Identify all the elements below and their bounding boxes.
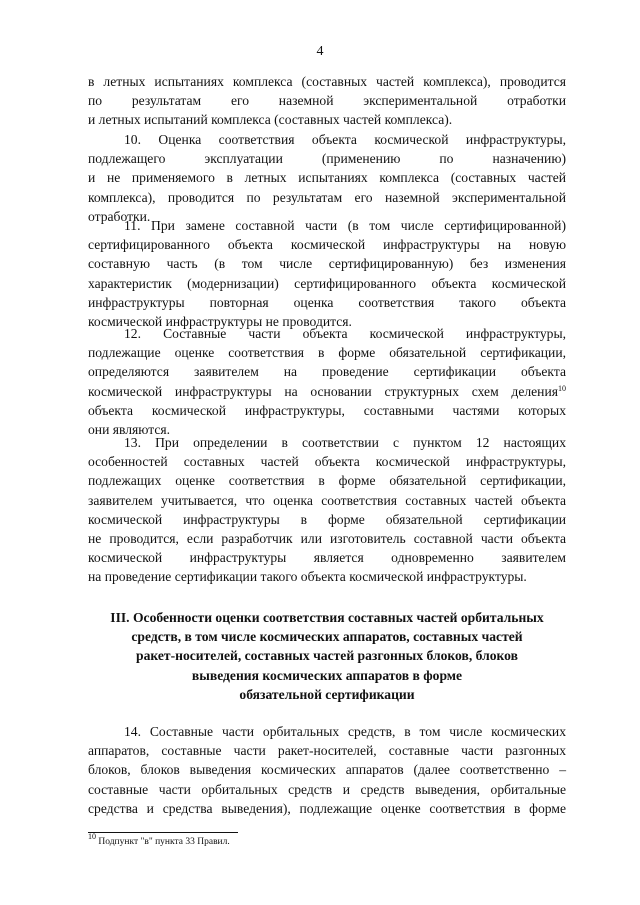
heading-line: III. Особенности оценки соответствия составных частей орбитальных <box>110 610 544 625</box>
section-heading <box>80 608 574 704</box>
heading-line: выведения космических аппаратов в форме <box>191 667 463 683</box>
heading-line: обязательной сертификации <box>239 686 415 702</box>
text-line: составные части орбитальных средств и средств выведения, орбитальные <box>88 781 566 797</box>
text-line: 11. При замене составной части (в том числе сертифицированной) <box>124 218 566 233</box>
paragraph-13 <box>88 433 566 587</box>
text-line: заявителем учитывается, что оценка соответствия составных частей объекта <box>88 492 566 508</box>
text-line: на проведение сертификации такого объекта космической инфраструктуры. <box>88 569 527 585</box>
text-line: подлежащие оценке соответствия в форме обязательной сертификации, <box>88 345 566 361</box>
text-line: подлежащих оценке соответствия в форме обязательной сертификации, <box>88 473 566 489</box>
heading-line: ракет-носителей, составных частей разгонных блоков, блоков <box>136 648 518 664</box>
footnote-divider <box>88 832 238 833</box>
text-line: объекта космической инфраструктуры, составными частями которых <box>88 402 566 418</box>
text-line: комплекса), проводится по результатам его наземной экспериментальной <box>88 189 566 205</box>
text-line: составную часть (в том числе сертифицированную) без изменения <box>88 256 566 272</box>
text-line-with-footnote <box>88 382 566 401</box>
footnote <box>88 832 230 848</box>
text-line: блоков, блоков выведения космических аппаратов (далее соответственно – <box>88 762 566 778</box>
paragraph-intro <box>88 72 566 130</box>
text-line: 14. Составные части орбитальных средств, в том числе космических <box>124 724 566 739</box>
text-line: 13. При определении в соответствии с пунктом 12 настоящих <box>124 435 566 450</box>
text-line: аппаратов, составные части ракет-носителей, составные части разгонных <box>88 743 566 759</box>
text-line: характеристик (модернизации) сертифицированного объекта космической <box>88 275 566 291</box>
text-line: космической инфраструктуры на основании структурных схем деления <box>88 383 558 399</box>
text-line: не проводится, если разработчик или изготовитель составной части объекта <box>88 531 566 547</box>
text-line: 12. Составные части объекта космической инфраструктуры, <box>124 326 566 341</box>
text-line: подлежащего эксплуатации (применению по назначению) <box>88 151 566 167</box>
text-line: и не применяемого в летных испытаниях комплекса (составных частей <box>88 170 566 186</box>
footnote-marker: 10 <box>88 832 96 841</box>
text-line: отработки. <box>88 208 151 224</box>
text-line: в летных испытаниях комплекса (составных частей комплекса), проводится <box>88 74 566 89</box>
text-line: и летных испытаний комплекса (составных частей комплекса). <box>88 112 453 128</box>
text-line: инфраструктуры повторная оценка соответствия такого объекта <box>88 294 566 310</box>
text-line: они являются. <box>88 422 171 438</box>
footnote-text: Подпункт "в" пункта 33 Правил. <box>98 837 230 847</box>
text-line: сертифицированного объекта космической инфраструктуры на новую <box>88 237 566 253</box>
text-line: 10. Оценка соответствия объекта космической инфраструктуры, <box>124 132 566 147</box>
text-line: определяются заявителем на проведение сертификации объекта <box>88 364 566 380</box>
footnote-reference: 10 <box>558 383 566 393</box>
text-line: особенностей составных частей объекта космической инфраструктуры, <box>88 454 566 470</box>
paragraph-14 <box>88 722 566 818</box>
paragraph-11 <box>88 216 566 331</box>
page-number: 4 <box>316 44 324 59</box>
paragraph-12 <box>88 324 566 439</box>
heading-line: средств, в том числе космических аппаратов, составных частей <box>131 629 523 645</box>
text-line: космической инфраструктуры является одновременно заявителем <box>88 550 566 566</box>
text-line: космической инфраструктуры не проводится. <box>88 314 352 330</box>
paragraph-10 <box>88 130 566 226</box>
text-line: средства и средства выведения), подлежащие оценке соответствия в форме <box>88 800 566 816</box>
text-line: космической инфраструктуры в форме обязательной сертификации <box>88 511 566 527</box>
text-line: по результатам его наземной экспериментальной отработки <box>88 93 566 109</box>
